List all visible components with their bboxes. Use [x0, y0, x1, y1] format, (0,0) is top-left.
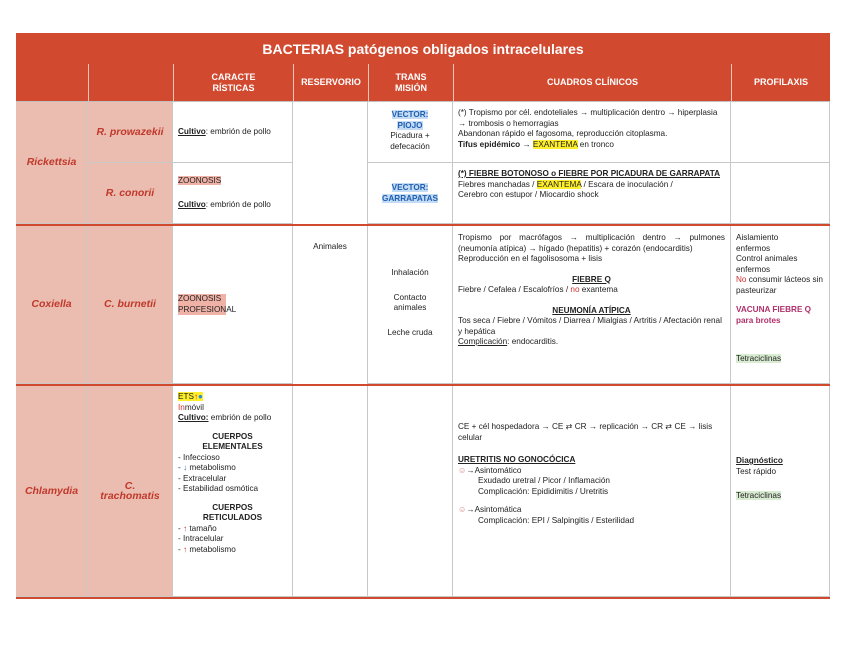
male-icon: ☺: [458, 465, 467, 475]
clin-text: Abandonan rápido el fagosoma, reproducción citoplasma.: [458, 129, 668, 138]
header-row: [16, 64, 830, 102]
arrow-up-icon: ↑: [193, 392, 199, 401]
cr-item: - ↑ metabolismo: [178, 544, 236, 554]
neumonia-title: NEUMONÍA ATÍPICA: [552, 305, 631, 315]
header-reservorio: RESERVORIO: [293, 64, 368, 101]
clin-prowazekii: [453, 102, 731, 163]
clin-tifus: Tifus epidémico →: [458, 139, 533, 149]
prof-text: consumir lácteos sin pasteurizar: [736, 275, 823, 295]
clin-trachomatis: [453, 386, 731, 597]
diagnostico-text: Test rápido: [736, 466, 777, 476]
trans-trachomatis: [368, 386, 453, 597]
trans-leche: Leche cruda: [387, 327, 433, 337]
movil-text: móvil: [184, 402, 204, 412]
genus-rickettsia: Rickettsia: [16, 102, 88, 224]
prof-text: Aislamiento enfermos: [736, 233, 779, 253]
uretritis-title: URETRITIS NO GONOCÓCICA: [458, 455, 576, 464]
clin-text: / Escara de inoculación /: [581, 179, 673, 189]
table-body: [16, 102, 830, 599]
genus-chlamydia: Chlamydia: [16, 386, 88, 597]
reservorio-cell: [293, 102, 368, 385]
cultivo-text: : embrión de pollo: [205, 126, 271, 136]
header-species: [88, 64, 173, 101]
genus-coxiella: Coxiella: [16, 226, 88, 384]
trans-inhalacion: Inhalación: [391, 268, 429, 277]
ce-item: - Extracelular: [178, 473, 227, 483]
prof-text: Control animales enfermos: [736, 254, 798, 274]
header-profilaxis: PROFILAXIS: [731, 64, 830, 101]
header-transmision: TRANS MISIÓN: [368, 64, 453, 101]
clin-text: Tos seca / Fiebre / Vómitos / Diarrea / Mialgias / Artritis / Afectación renal y hepática: [458, 316, 722, 336]
species-prowazekii: R. prowazekii: [88, 102, 173, 163]
tetraciclinas-badge: Tetraciclinas: [736, 491, 782, 500]
clin-text: : endocarditis.: [507, 337, 559, 346]
cultivo-label: Cultivo: [178, 126, 206, 136]
ce-item: - Estabilidad osmótica: [178, 484, 259, 493]
header-genus: [16, 64, 88, 101]
arrow-down-icon: ↓: [183, 463, 188, 472]
exantema-highlight: EXANTEMA: [532, 139, 578, 149]
vector-garrapatas: VECTOR: GARRAPATAS: [382, 183, 438, 203]
cultivo-text: : embrión de pollo: [205, 199, 271, 209]
cr-title: CUERPOS RETICULADOS: [202, 502, 263, 522]
female-icon: ☺: [458, 505, 467, 514]
complicacion-label: Complicación: [458, 337, 508, 346]
bacteria-table: [16, 33, 830, 599]
clin-text: Cerebro con estupor / Miocardio shock: [458, 190, 599, 199]
caract-trachomatis: [173, 386, 293, 597]
diagnostico-label: Diagnóstico: [736, 456, 783, 465]
fiebre-q-title: FIEBRE Q: [572, 274, 611, 284]
header-caracteristicas: CARACTE RÍSTICAS: [173, 64, 293, 101]
species-trachomatis: C. trachomatis: [88, 386, 173, 597]
clin-text: →Asintomático: [466, 465, 522, 475]
exantema-highlight: EXANTEMA: [536, 179, 582, 189]
ce-item: - Infeccioso: [178, 452, 220, 462]
caract-burnetii: [173, 226, 293, 384]
ets-badge: [178, 392, 203, 401]
prof-conorii: [731, 163, 830, 224]
clin-text: Fiebre / Cefalea / Escalofríos /: [458, 285, 571, 294]
tetraciclinas-badge: Tetraciclinas: [736, 354, 782, 363]
clin-text: Fiebres manchadas /: [458, 179, 537, 189]
prof-trachomatis: [731, 386, 830, 597]
clin-text: →Asintomática: [466, 505, 522, 514]
cr-item: - ↑ tamaño: [178, 523, 217, 533]
clin-text: Exudado uretral / Picor / Inflamación: [478, 476, 610, 485]
vacuna-fiebre-q: VACUNA FIEBRE Q para brotes: [736, 305, 812, 325]
caract-prowazekii: [173, 102, 293, 163]
bottom-border: [16, 597, 830, 599]
cr-item: - Intracelular: [178, 534, 224, 543]
trans-conorii: [368, 163, 453, 224]
reservorio-chlamydia: [293, 386, 368, 597]
vector-piojo: VECTOR: PIOJO: [391, 110, 429, 130]
zoonosis-badge: ZOONOSIS: [178, 176, 222, 185]
cultivo-text: embrión de pollo: [208, 413, 272, 422]
trans-picadura: Picadura + defecación: [390, 131, 430, 151]
trans-burnetii: [368, 226, 453, 384]
clin-text: Complicación: EPI / Salpingitis / Esterilidad: [478, 515, 635, 525]
species-conorii: R. conorii: [88, 163, 173, 224]
table-title: BACTERIAS patógenos obligados intracelulares: [16, 33, 830, 64]
clin-text: CE + cél hospedadora → CE ⇄ CR → replicación → CR ⇄ CE → lisis celular: [458, 422, 713, 442]
cr-item-text: metabolismo: [187, 544, 236, 554]
prof-no: No: [736, 275, 747, 284]
clin-no: no: [570, 285, 580, 294]
clin-text: Reproducción en el fagolisosoma + lisis: [458, 254, 603, 263]
ce-item-text: metabolismo: [187, 463, 236, 472]
in-prefix: In: [178, 402, 185, 412]
arrow-up-icon: ↑: [183, 523, 188, 533]
cr-item-text: tamaño: [187, 523, 217, 533]
trans-contacto: Contacto animales: [393, 292, 427, 312]
clin-text: en tronco: [577, 139, 614, 149]
globe-icon: ●: [198, 392, 203, 401]
clin-text: Tropismo por macrófagos → multiplicación dentro → pulmones (neumonía atípica) → hígado (hepatitis) + corazón (endocarditis): [458, 233, 725, 253]
reservorio-animales: Animales: [313, 242, 347, 251]
header-cuadros-clinicos: CUADROS CLÍNICOS: [453, 64, 731, 101]
arrow-up-icon: ↑: [183, 544, 188, 554]
ets-label: ETS: [178, 392, 194, 401]
clin-conorii: [453, 163, 731, 224]
ce-item: - ↓ metabolismo: [178, 463, 236, 472]
caract-conorii: [173, 163, 293, 224]
clin-text: exantema: [579, 285, 618, 294]
trans-prowazekii: [368, 102, 453, 163]
species-burnetii: C. burnetii: [88, 226, 173, 384]
clin-title: (*) FIEBRE BOTONOSO o FIEBRE POR PICADURA DE GARRAPATA: [458, 169, 721, 178]
clin-burnetii: [453, 226, 731, 384]
cultivo-label: Cultivo:: [178, 413, 209, 422]
zoonosis-profesional-badge: ZOONOSIS PROFESIONAL: [178, 294, 237, 314]
prof-burnetii: [731, 226, 830, 384]
cultivo-label: Cultivo: [178, 199, 206, 209]
clin-text: (*) Tropismo por cél. endoteliales → multiplicación dentro → hiperplasia → trombosis o hemorragias: [458, 108, 718, 128]
clin-text: Complicación: Epididimitis / Uretritis: [478, 486, 609, 496]
ce-title: CUERPOS ELEMENTALES: [202, 431, 263, 451]
prof-prowazekii: [731, 102, 830, 163]
